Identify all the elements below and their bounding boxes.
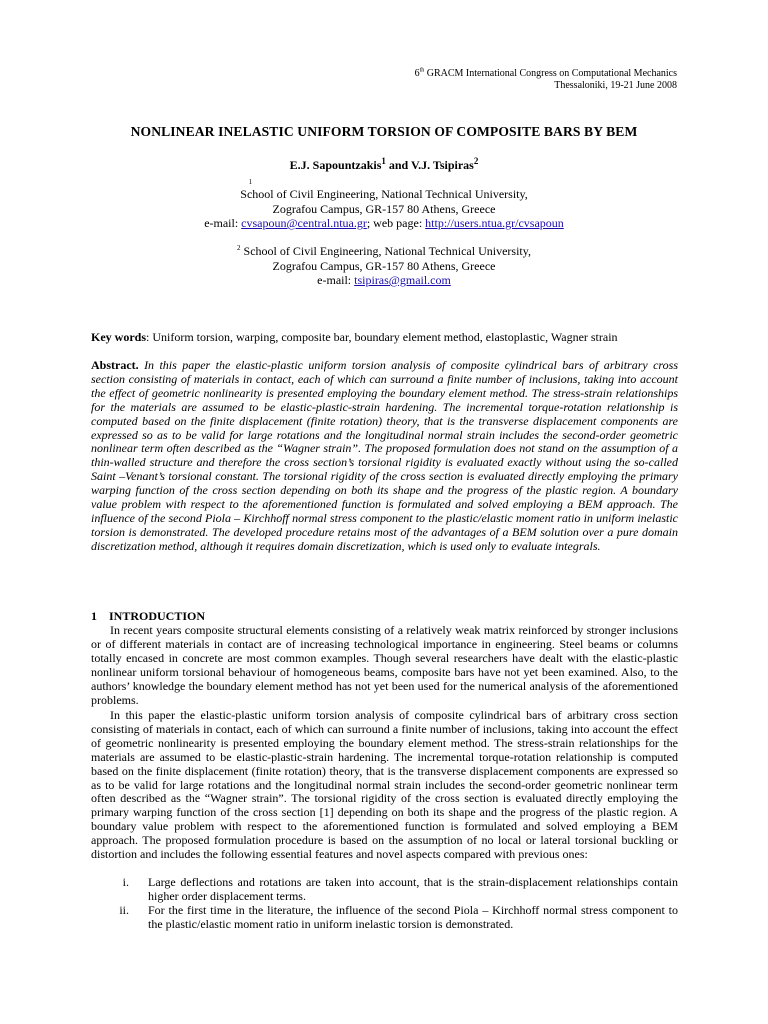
affiliation-2-email-label: e-mail: — [317, 273, 355, 287]
abstract — [91, 359, 678, 554]
feature-list — [91, 876, 678, 932]
affiliation-2-number: 2 — [237, 244, 241, 252]
affiliation-2-email-link[interactable]: tsipiras@gmail.com — [354, 273, 451, 287]
paper-title: NONLINEAR INELASTIC UNIFORM TORSION OF COMPOSITE BARS BY BEM — [130, 124, 638, 139]
list-item — [91, 904, 678, 932]
affiliation-2-address: Zografou Campus, GR-157 80 Athens, Greece — [272, 258, 496, 273]
list-item-text: For the first time in the literature, the influence of the second Piola – Kirchhoff normal stress component to the plastic/elastic moment ratio in uniform inelastic torsion is demonstrated. — [148, 902, 678, 931]
affiliation-1-web-label: ; web page: — [366, 216, 426, 230]
affiliation-2-contact — [0, 273, 768, 288]
conference-ordinal-suffix: th — [419, 67, 425, 74]
affiliation-1-email-link[interactable]: cvsapoun@central.ntua.gr — [241, 216, 367, 230]
abstract-text: In this paper the elastic-plastic uniform torsion analysis of composite cylindrical bars of arbitrary cross section consisting of materials in contact, each of which can surround a finite number of inclusions, taking into account the effect of geometric nonlinearity is presented employing the boundary element method. The stress-strain relationships for the materials are assumed to be elastic-plastic-strain hardening. The incremental torque-rotation relationship is computed based on the finite displacement (finite rotation) theory, that is the transverse displacement components are expressed so as to be valid for large rotations and the longitudinal normal strain includes the second-order geometric nonlinear term often described as the “Wagner strain”. The proposed formulation does not stand on the assumption of a thin-walled structure and therefore the cross section’s torsional rigidity is evaluated exactly without using the so-called Saint –Venant’s torsional constant. The torsional rigidity of the cross section is evaluated directly employing the primary warping function of the cross section depending on both its shape and the progress of the plastic region. A boundary value problem with respect to the aforementioned function is formulated and solved employing a BEM approach. The influence of the second Piola – Kirchhoff normal stress component to the plastic/elastic moment ratio in uniform inelastic torsion is demonstrated. The developed procedure retains most of the advantages of a BEM solution over a pure domain discretization method, although it requires domain discretization, which is used only to evaluate integrals. — [91, 358, 678, 553]
author-1-affiliation-mark: 1 — [381, 156, 386, 166]
author-conjunction: and — [385, 158, 412, 172]
affiliation-2-institution-text: School of Civil Engineering, National Technical University, — [240, 244, 531, 258]
conference-location-date: Thessaloniki, 19-21 June 2008 — [554, 80, 677, 91]
author-2-affiliation-mark: 2 — [473, 156, 479, 166]
abstract-label: Abstract. — [91, 358, 139, 372]
affiliation-1-address: Zografou Campus, GR-157 80 Athens, Greece — [272, 201, 496, 216]
list-marker: ii. — [119, 902, 129, 917]
affiliation-2-institution — [0, 244, 768, 259]
affiliation-2 — [0, 244, 768, 288]
conference-header — [415, 68, 677, 92]
keywords-label: Key words — [91, 330, 146, 344]
author-2: V.J. Tsipiras — [411, 158, 474, 172]
affiliation-1-web-link[interactable]: http://users.ntua.gr/cvsapoun — [425, 216, 564, 230]
affiliation-1-institution: School of Civil Engineering, National Technical University, — [240, 187, 528, 201]
list-item — [91, 876, 678, 904]
keywords-text: : Uniform torsion, warping, composite bar, boundary element method, elastoplastic, Wagner strain — [146, 330, 618, 344]
intro-paragraph-2: In this paper the elastic-plastic uniform torsion analysis of composite cylindrical bars of arbitrary cross section consisting of materials in contact, each of which can surround a finite number of inclusions, taking into account the effect of geometric nonlinearity is presented employing the boundary element method. The stress-strain relationships for the materials are assumed to be elastic-plastic-strain hardening. The incremental torque-rotation relationship is computed based on the finite displacement (finite rotation) theory, that is the transverse displacement components are expressed so as to be valid for large rotations and the longitudinal normal strain includes the second-order geometric nonlinear term often described as the “Wagner strain”. The torsional rigidity of the cross section is evaluated directly employing the primary warping function of the cross section [1] depending on both its shape and the progress of the plastic region. A boundary value problem with respect to the aforementioned function is formulated and solved employing a BEM approach. The proposed formulation procedure is based on the assumption of no local or lateral torsional buckling or distortion and includes the following essential features and novel aspects compared with previous ones: — [91, 708, 678, 862]
list-item-text: Large deflections and rotations are taken into account, that is the strain-displacement relationships contain higher order displacement terms. — [148, 875, 678, 903]
affiliation-1-number: 1 — [248, 178, 253, 186]
section-heading-introduction — [91, 609, 205, 624]
intro-paragraph-1: In recent years composite structural elements consisting of a relatively weak matrix reinforced by stronger inclusions or of different materials in contact are of increasing technological importance in engineering. Steel beams or columns totally encased in concrete are most common examples. Though several researchers have dealt with the elastic-plastic nonlinear uniform torsional behaviour of homogeneous beams, composite bars have not yet been examined. Also, to the authors’ knowledge the boundary element method has not yet been used for the numerical analysis of the aforementioned problems. — [91, 623, 678, 707]
author-line — [0, 156, 768, 173]
keywords — [91, 330, 618, 345]
conference-ordinal: 6 — [414, 68, 420, 79]
section-title: INTRODUCTION — [109, 609, 206, 623]
section-number: 1 — [91, 609, 97, 623]
affiliation-1-contact — [0, 216, 768, 231]
list-marker: i. — [122, 875, 129, 889]
affiliation-1-email-label: e-mail: — [204, 216, 242, 230]
conference-title: GRACM International Congress on Computational Mechanics — [424, 68, 677, 79]
affiliation-1 — [0, 178, 768, 231]
conference-name — [415, 68, 677, 80]
author-1: E.J. Sapountzakis — [289, 158, 382, 172]
